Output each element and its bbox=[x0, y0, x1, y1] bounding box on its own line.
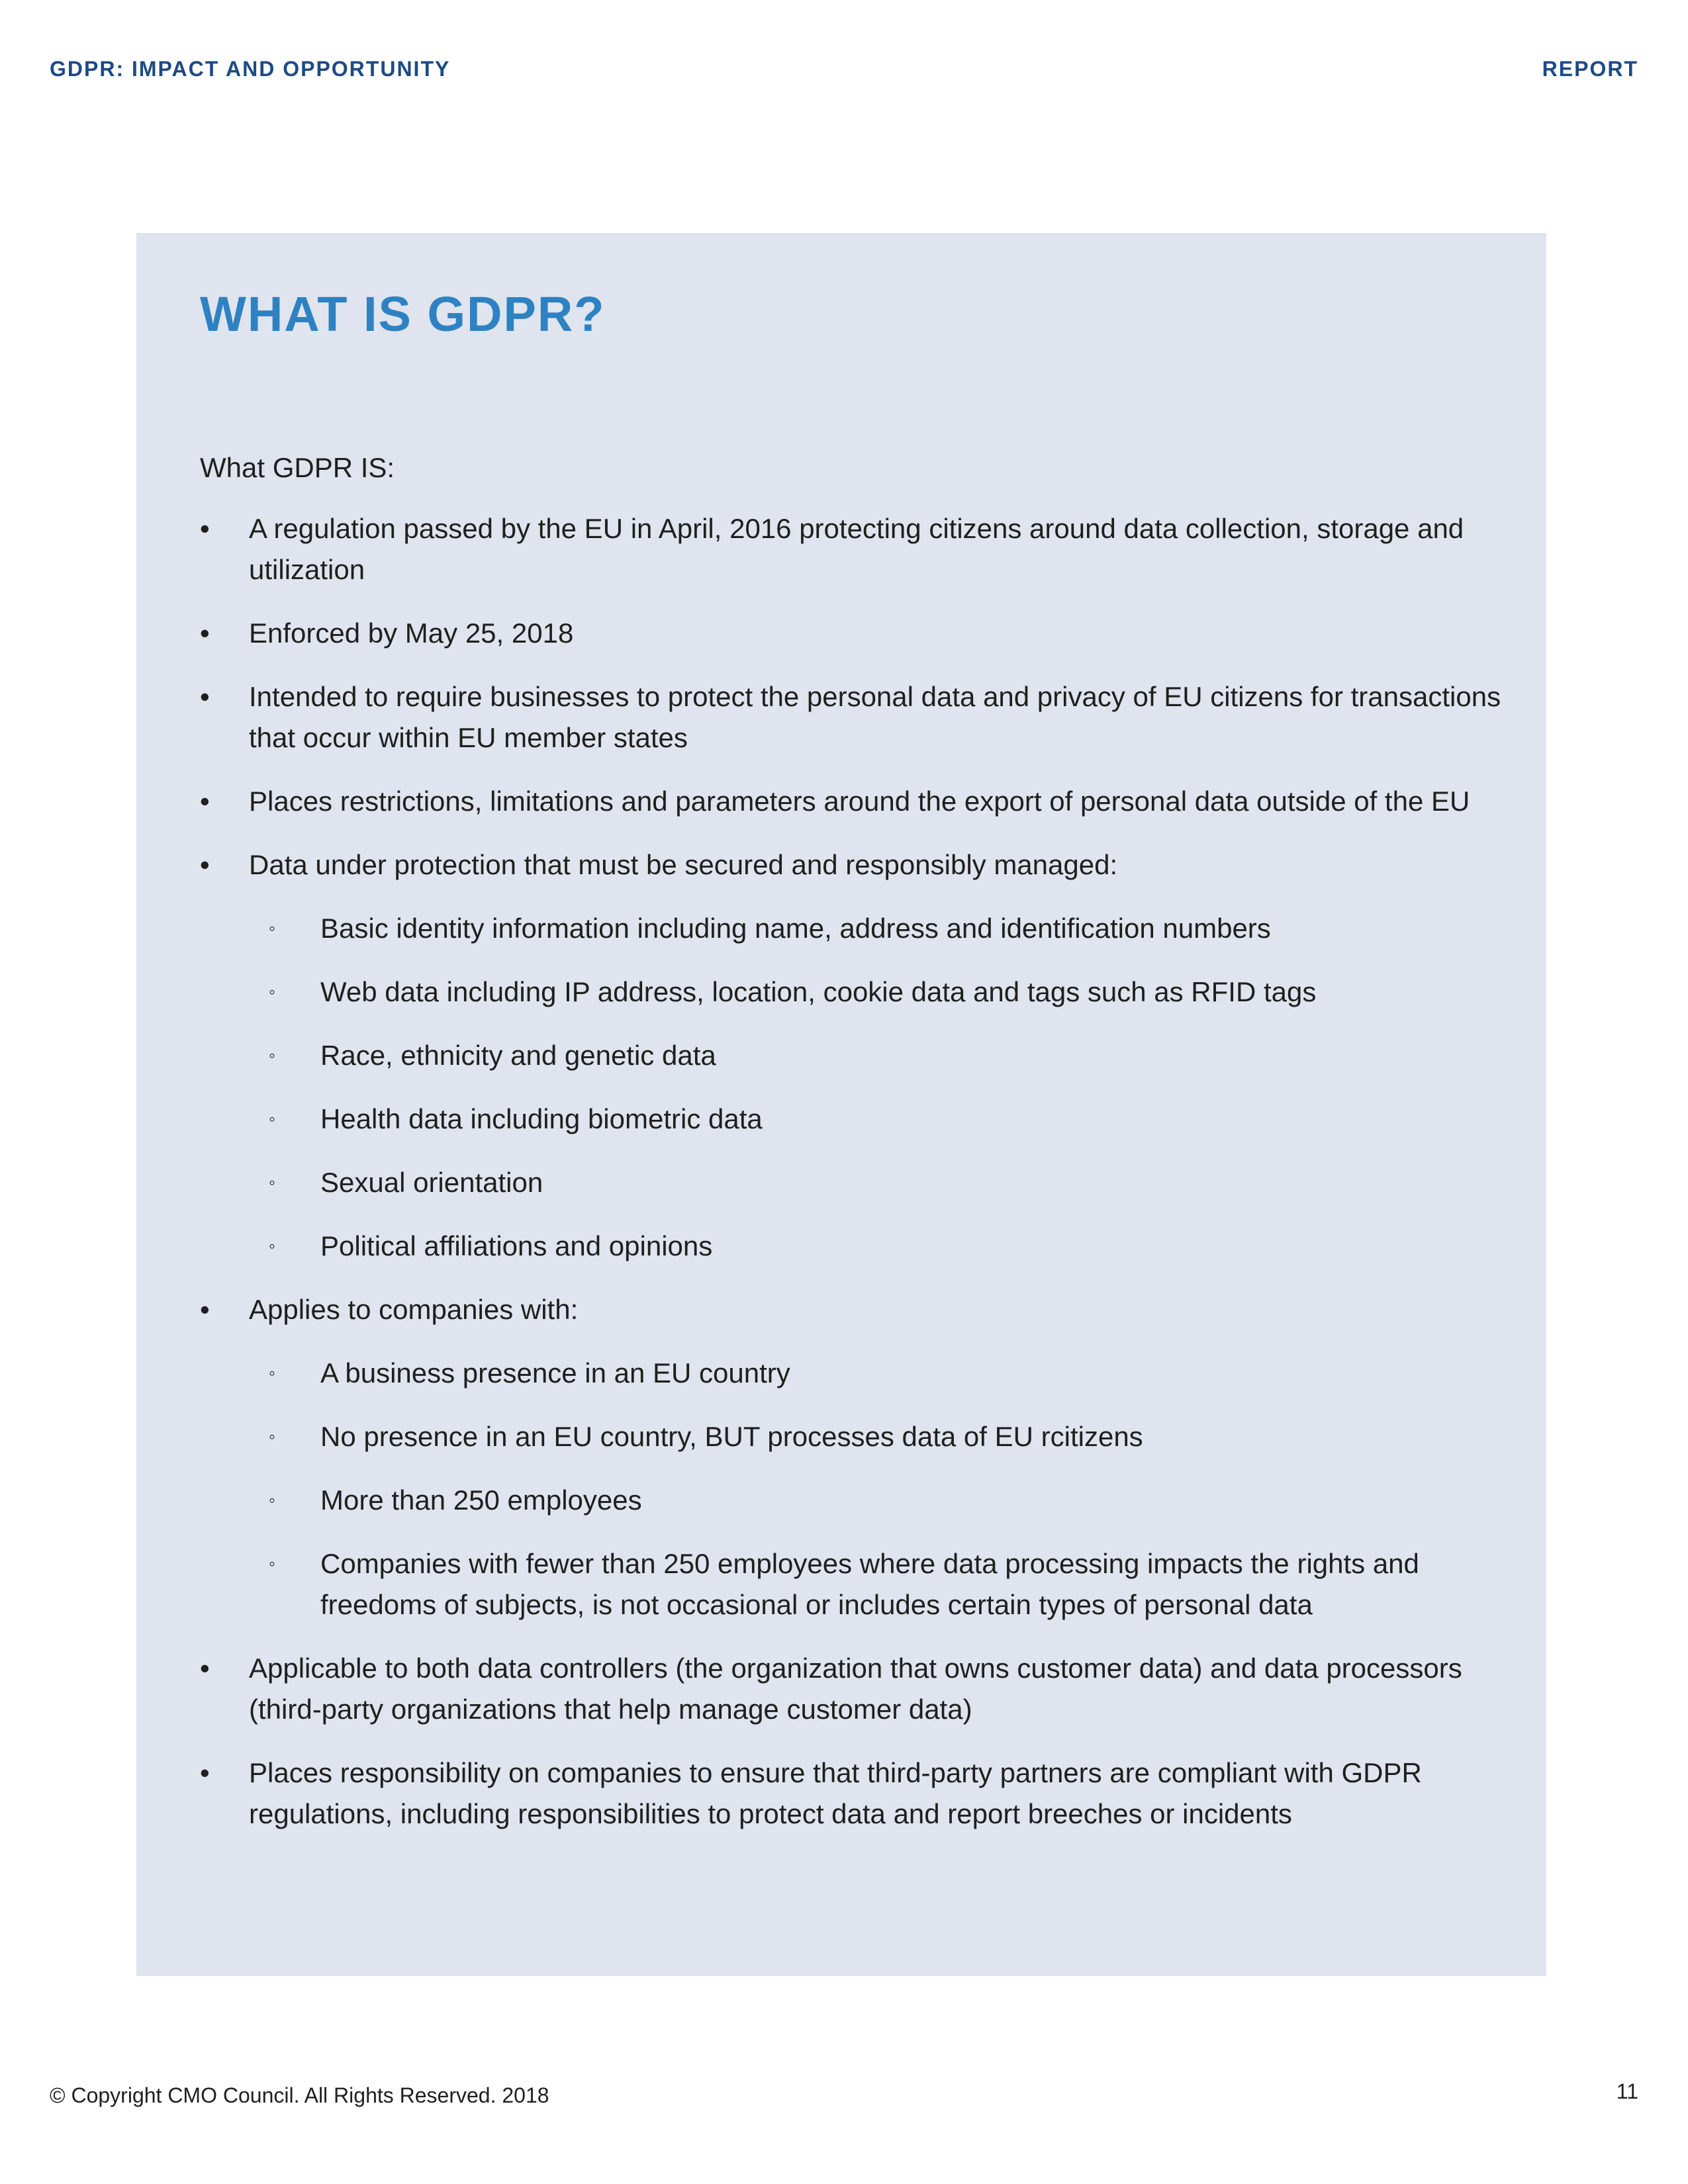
bullet-icon: • bbox=[200, 1757, 210, 1788]
applicable-companies-sublist bbox=[249, 1353, 1504, 1625]
sub-list-item bbox=[249, 1480, 1504, 1521]
sub-bullet-icon: ◦ bbox=[269, 1426, 275, 1447]
bullet-icon: • bbox=[200, 786, 210, 817]
sub-list-item bbox=[249, 1162, 1504, 1203]
page-number: 11 bbox=[1616, 2079, 1638, 2103]
sub-bullet-icon: ◦ bbox=[269, 1553, 275, 1574]
bullet-icon: • bbox=[200, 849, 210, 880]
list-item-text: Enforced by May 25, 2018 bbox=[249, 617, 574, 649]
gdpr-bullet-list bbox=[200, 508, 1504, 1835]
list-item-text: Places restrictions, limitations and parameters around the export of personal data outside of the EU bbox=[249, 786, 1470, 817]
list-item bbox=[200, 844, 1504, 1267]
bullet-icon: • bbox=[200, 1294, 210, 1325]
report-header-label: REPORT bbox=[1542, 57, 1638, 81]
panel-title: WHAT IS GDPR? bbox=[200, 287, 606, 341]
list-item-text: Applies to companies with: bbox=[249, 1294, 579, 1325]
sub-list-item bbox=[249, 1035, 1504, 1076]
sub-list-item-text: Companies with fewer than 250 employees where data processing impacts the rights and freedoms of subjects, is not occasional or includes certain types of personal data bbox=[320, 1548, 1419, 1620]
bullet-icon: • bbox=[200, 681, 210, 712]
bullet-icon: • bbox=[200, 1653, 210, 1684]
list-item bbox=[200, 613, 1504, 654]
list-item bbox=[200, 1648, 1504, 1730]
sub-bullet-icon: ◦ bbox=[269, 1236, 275, 1256]
list-item bbox=[200, 1289, 1504, 1625]
sub-list-item bbox=[249, 1099, 1504, 1140]
sub-list-item bbox=[249, 1543, 1504, 1625]
what-is-gdpr-panel bbox=[136, 233, 1546, 1976]
bullet-icon: • bbox=[200, 617, 210, 649]
sub-list-item-text: No presence in an EU country, BUT processes data of EU rcitizens bbox=[320, 1421, 1143, 1452]
sub-bullet-icon: ◦ bbox=[269, 1045, 275, 1066]
report-header-title: GDPR: IMPACT AND OPPORTUNITY bbox=[50, 57, 451, 81]
sub-list-item-text: Web data including IP address, location, cookie data and tags such as RFID tags bbox=[320, 976, 1317, 1007]
sub-list-item bbox=[249, 908, 1504, 949]
sub-list-item-text: Race, ethnicity and genetic data bbox=[320, 1040, 716, 1071]
protected-data-sublist bbox=[249, 908, 1504, 1267]
sub-list-item bbox=[249, 1353, 1504, 1394]
sub-list-item-text: Sexual orientation bbox=[320, 1167, 543, 1198]
sub-bullet-icon: ◦ bbox=[269, 981, 275, 1002]
sub-bullet-icon: ◦ bbox=[269, 1490, 275, 1510]
sub-list-item bbox=[249, 1226, 1504, 1267]
panel-intro: What GDPR IS: bbox=[200, 452, 395, 483]
bullet-icon: • bbox=[200, 513, 210, 544]
list-item-text: A regulation passed by the EU in April, 2016 protecting citizens around data collection, storage and utilization bbox=[249, 513, 1464, 585]
list-item bbox=[200, 676, 1504, 758]
list-item-text: Data under protection that must be secured and responsibly managed: bbox=[249, 849, 1118, 880]
list-item-text: Places responsibility on companies to ensure that third-party partners are compliant with GDPR regulations, including responsibilities to protect data and report breeches or incidents bbox=[249, 1757, 1422, 1829]
list-item bbox=[200, 781, 1504, 822]
list-item-text: Intended to require businesses to protect the personal data and privacy of EU citizens for transactions that occur within EU member states bbox=[249, 681, 1501, 753]
sub-list-item-text: A business presence in an EU country bbox=[320, 1357, 790, 1388]
list-item bbox=[200, 508, 1504, 590]
sub-list-item-text: Health data including biometric data bbox=[320, 1103, 763, 1134]
sub-bullet-icon: ◦ bbox=[269, 918, 275, 938]
sub-list-item bbox=[249, 972, 1504, 1013]
sub-bullet-icon: ◦ bbox=[269, 1172, 275, 1193]
sub-list-item-text: More than 250 employees bbox=[320, 1484, 642, 1516]
list-item bbox=[200, 1752, 1504, 1835]
list-item-text: Applicable to both data controllers (the organization that owns customer data) and data processors (third-party organizations that help manage customer data) bbox=[249, 1653, 1462, 1725]
sub-list-item-text: Political affiliations and opinions bbox=[320, 1230, 713, 1261]
sub-list-item-text: Basic identity information including name, address and identification numbers bbox=[320, 913, 1271, 944]
copyright-notice: © Copyright CMO Council. All Rights Reserved. 2018 bbox=[50, 2083, 549, 2107]
sub-bullet-icon: ◦ bbox=[269, 1109, 275, 1129]
sub-list-item bbox=[249, 1416, 1504, 1457]
sub-bullet-icon: ◦ bbox=[269, 1363, 275, 1383]
